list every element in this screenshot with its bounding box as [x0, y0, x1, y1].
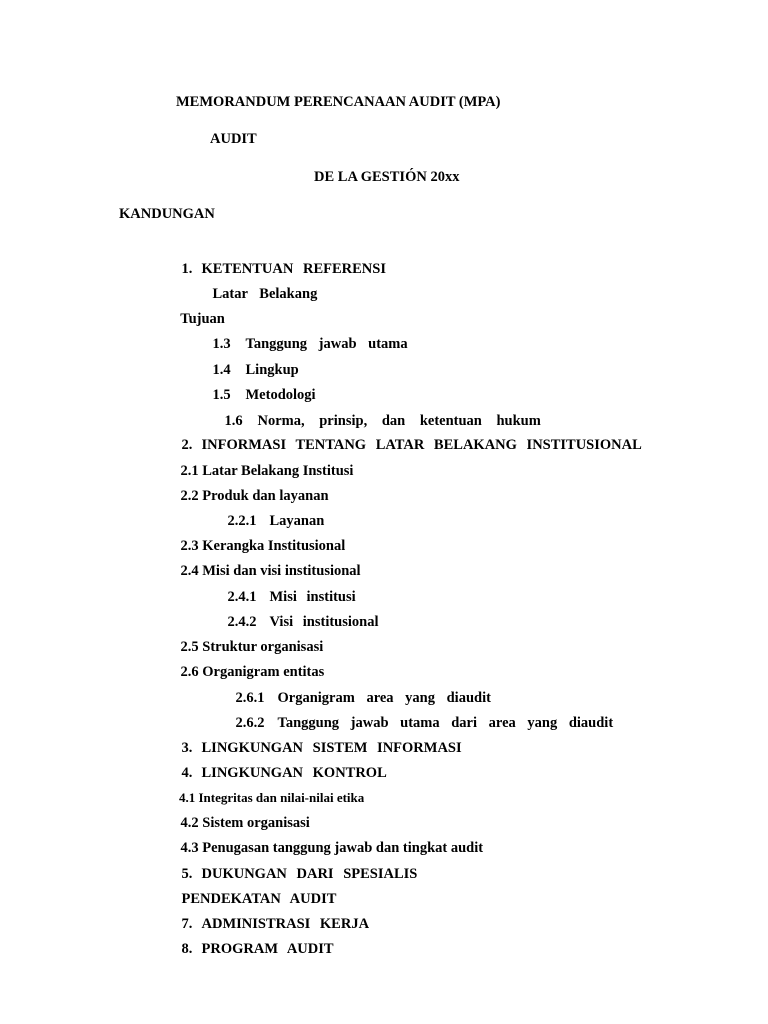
toc-item-number: 2.4.2 [227, 614, 257, 630]
toc-item-number: 2. [181, 437, 193, 453]
toc-item-text: 2.4 Misi dan visi institusional [180, 563, 361, 579]
toc-item-number: 7. [181, 916, 193, 932]
toc-item-number: 1.5 [212, 387, 231, 403]
toc-item-text: 2.2 Produk dan layanan [180, 488, 329, 504]
toc-item-number: 5. [181, 866, 193, 882]
toc-item-number: 2.6.1 [235, 690, 265, 706]
document-period: DE LA GESTIÓN 20xx [314, 169, 460, 185]
toc-item-number: 2.2.1 [227, 513, 257, 529]
toc-item-text: Visi institusional [269, 614, 379, 630]
toc-item [143, 922, 334, 976]
toc-item-number: 1.4 [212, 362, 231, 378]
document-subtitle: AUDIT [210, 131, 257, 147]
toc-item-number: 1.6 [224, 413, 243, 429]
toc-item-text: Tanggung jawab utama [245, 336, 408, 352]
toc-item-text: 2.3 Kerangka Institusional [180, 538, 346, 554]
toc-item-text: Layanan [269, 513, 325, 529]
toc-item-number: 2.4.1 [227, 589, 257, 605]
toc-item-number: 1.3 [212, 336, 231, 352]
toc-item-text: LINGKUNGAN KONTROL [201, 765, 387, 781]
toc-item-text: LINGKUNGAN SISTEM INFORMASI [201, 740, 462, 756]
toc-item-text: Tanggung jawab utama dari area yang diaudit [277, 715, 614, 731]
toc-heading: KANDUNGAN [119, 206, 215, 222]
document-title: MEMORANDUM PERENCANAAN AUDIT (MPA) [176, 94, 501, 110]
toc-item-text: DUKUNGAN DARI SPESIALIS [201, 866, 418, 882]
toc-item-text: Tujuan [180, 311, 225, 327]
toc-item-text: 2.6 Organigram entitas [180, 664, 325, 680]
toc-item-text: Metodologi [245, 387, 316, 403]
toc-item-text: PROGRAM AUDIT [201, 941, 334, 957]
toc-item-number: 3. [181, 740, 193, 756]
toc-item-text: KETENTUAN REFERENSI [201, 261, 386, 277]
toc-item-text: INFORMASI TENTANG LATAR BELAKANG INSTITUSIONAL [201, 437, 642, 453]
toc-item-text: Lingkup [245, 362, 299, 378]
toc-item-text: ADMINISTRASI KERJA [201, 916, 370, 932]
toc-item-number: 2.6.2 [235, 715, 265, 731]
toc-item-text: 4.2 Sistem organisasi [180, 815, 310, 831]
toc-item-text: 4.1 Integritas dan nilai-nilai etika [179, 790, 365, 805]
toc-item-text: Latar Belakang [212, 286, 318, 302]
toc-item-text: Misi institusi [269, 589, 356, 605]
toc-item-text: PENDEKATAN AUDIT [181, 891, 337, 907]
toc-item-number: 1. [181, 261, 193, 277]
toc-item-text: 2.1 Latar Belakang Institusi [180, 463, 354, 479]
toc-item-number: 8. [181, 941, 193, 957]
toc-item-number: 4. [181, 765, 193, 781]
toc-item-text: Organigram area yang diaudit [277, 690, 491, 706]
toc-item-text: 2.5 Struktur organisasi [180, 639, 324, 655]
toc-item-text: Norma, prinsip, dan ketentuan hukum [257, 413, 541, 429]
toc-item-text: 4.3 Penugasan tanggung jawab dan tingkat audit [180, 840, 484, 856]
